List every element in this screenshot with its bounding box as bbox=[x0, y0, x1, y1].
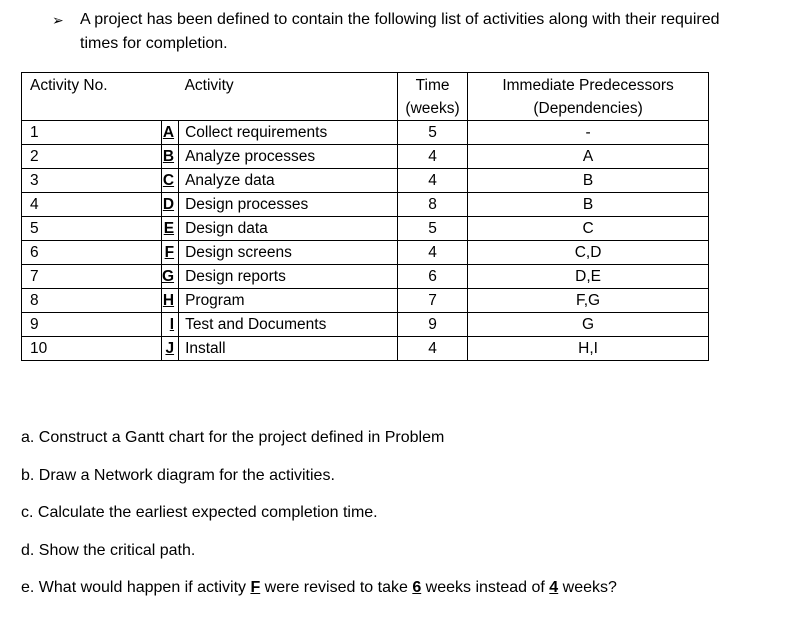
question-b: b. Draw a Network diagram for the activities. bbox=[21, 466, 335, 484]
cell-activity-name: Design processes bbox=[179, 193, 398, 217]
cell-activity-name: Analyze data bbox=[179, 169, 398, 193]
cell-time: 4 bbox=[398, 145, 468, 169]
header-pred-line1: Immediate Predecessors bbox=[502, 77, 674, 94]
cell-activity-name: Install bbox=[179, 337, 398, 361]
table-row bbox=[22, 121, 709, 145]
questions-list bbox=[21, 428, 617, 616]
question-d: d. Show the critical path. bbox=[21, 541, 196, 559]
question-a: a. Construct a Gantt chart for the project defined in Problem bbox=[21, 429, 445, 446]
header-letter-spacer bbox=[162, 73, 179, 121]
cell-activity-name: Design reports bbox=[179, 265, 398, 289]
table-row bbox=[22, 265, 709, 289]
cell-time: 6 bbox=[398, 265, 468, 289]
table-row bbox=[22, 289, 709, 313]
question-e-part4: weeks? bbox=[558, 579, 617, 596]
cell-activity-no: 5 bbox=[22, 217, 162, 241]
cell-predecessors: B bbox=[468, 193, 709, 217]
cell-time: 7 bbox=[398, 289, 468, 313]
cell-activity-letter: I bbox=[162, 313, 179, 337]
cell-time: 4 bbox=[398, 169, 468, 193]
cell-activity-letter: G bbox=[162, 265, 179, 289]
table-row bbox=[22, 313, 709, 337]
intro-line-2: times for completion. bbox=[80, 35, 228, 52]
cell-activity-letter: E bbox=[162, 217, 179, 241]
header-activity-no: Activity No. bbox=[22, 73, 162, 121]
cell-predecessors: - bbox=[468, 121, 709, 145]
table-row bbox=[22, 193, 709, 217]
header-time-line1: Time bbox=[415, 77, 450, 94]
cell-activity-letter: F bbox=[162, 241, 179, 265]
cell-predecessors: C,D bbox=[468, 241, 709, 265]
bullet-arrow-icon: ➢ bbox=[52, 12, 64, 28]
cell-activity-no: 8 bbox=[22, 289, 162, 313]
header-time bbox=[398, 73, 468, 121]
cell-predecessors: B bbox=[468, 169, 709, 193]
cell-activity-letter: D bbox=[162, 193, 179, 217]
cell-activity-name: Design screens bbox=[179, 241, 398, 265]
intro-line-1: A project has been defined to contain the following list of activities along with their required bbox=[80, 11, 720, 28]
cell-activity-letter: C bbox=[162, 169, 179, 193]
header-activity: Activity bbox=[179, 73, 398, 121]
cell-activity-name: Design data bbox=[179, 217, 398, 241]
cell-activity-no: 6 bbox=[22, 241, 162, 265]
cell-time: 4 bbox=[398, 337, 468, 361]
table-row bbox=[22, 217, 709, 241]
cell-predecessors: F,G bbox=[468, 289, 709, 313]
cell-time: 9 bbox=[398, 313, 468, 337]
cell-time: 5 bbox=[398, 121, 468, 145]
table-row bbox=[22, 241, 709, 265]
cell-time: 5 bbox=[398, 217, 468, 241]
header-time-line2: (weeks) bbox=[405, 100, 460, 117]
table-row bbox=[22, 145, 709, 169]
cell-activity-letter: A bbox=[162, 121, 179, 145]
cell-activity-no: 9 bbox=[22, 313, 162, 337]
cell-activity-name: Collect requirements bbox=[179, 121, 398, 145]
activities-table bbox=[21, 72, 709, 361]
header-predecessors bbox=[468, 73, 709, 121]
table-header-row bbox=[22, 73, 709, 121]
cell-predecessors: D,E bbox=[468, 265, 709, 289]
cell-time: 4 bbox=[398, 241, 468, 265]
cell-predecessors: A bbox=[468, 145, 709, 169]
table-row bbox=[22, 337, 709, 361]
question-e bbox=[21, 578, 617, 616]
question-e-old-weeks: 4 bbox=[549, 579, 559, 596]
cell-activity-no: 2 bbox=[22, 145, 162, 169]
cell-activity-no: 4 bbox=[22, 193, 162, 217]
cell-activity-no: 1 bbox=[22, 121, 162, 145]
cell-time: 8 bbox=[398, 193, 468, 217]
cell-activity-name: Analyze processes bbox=[179, 145, 398, 169]
cell-activity-letter: B bbox=[162, 145, 179, 169]
intro-paragraph bbox=[52, 8, 777, 56]
table-row bbox=[22, 169, 709, 193]
cell-activity-no: 3 bbox=[22, 169, 162, 193]
question-c: c. Calculate the earliest expected completion time. bbox=[21, 504, 378, 521]
cell-predecessors: G bbox=[468, 313, 709, 337]
cell-predecessors: H,I bbox=[468, 337, 709, 361]
cell-activity-no: 7 bbox=[22, 265, 162, 289]
question-e-activity: F bbox=[250, 579, 261, 596]
cell-activity-letter: J bbox=[162, 337, 179, 361]
question-e-part1: e. What would happen if activity bbox=[21, 579, 251, 596]
cell-activity-letter: H bbox=[162, 289, 179, 313]
cell-predecessors: C bbox=[468, 217, 709, 241]
question-e-new-weeks: 6 bbox=[412, 579, 422, 596]
cell-activity-name: Program bbox=[179, 289, 398, 313]
question-e-part2: were revised to take bbox=[260, 579, 413, 596]
question-e-part3: weeks instead of bbox=[421, 579, 550, 596]
cell-activity-no: 10 bbox=[22, 337, 162, 361]
cell-activity-name: Test and Documents bbox=[179, 313, 398, 337]
header-pred-line2: (Dependencies) bbox=[533, 100, 643, 117]
